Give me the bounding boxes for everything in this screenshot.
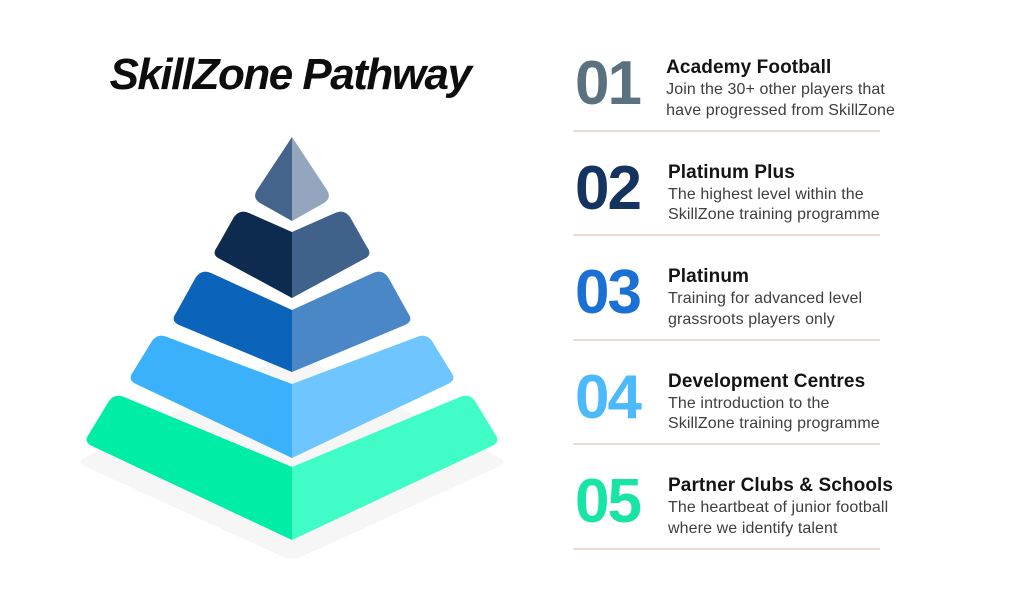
step-item-1 [573,27,895,132]
step-item-2 [573,132,895,237]
step-4-description-line-1: The introduction to the [668,394,830,412]
step-1-title: Academy Football [666,57,832,78]
step-1-description-line-2: have progressed from SkillZone [666,101,895,119]
step-4-title: Development Centres [668,370,866,392]
step-2-description-line-2: SkillZone training programme [668,206,880,224]
step-item-3 [573,236,895,341]
step-2-number: 02 [575,153,640,223]
step-4-description [668,394,895,435]
step-2-text [668,132,895,237]
step-1-description-line-1: Join the 30+ other players that [666,81,885,98]
step-2-description [668,185,895,226]
step-3-title: Platinum [668,266,750,288]
step-5-description-line-1: The heartbeat of junior football [668,499,889,517]
step-4-text [668,341,895,446]
step-3-text [668,236,895,341]
step-item-4 [573,341,895,446]
step-5-number: 05 [575,467,640,537]
pyramid-level-1-right-face [292,137,329,221]
step-2-description-line-1: The highest level within the [668,185,864,203]
step-5-description [668,498,895,539]
pyramid-level-1-left-face [255,137,292,221]
step-1-description [666,80,895,121]
step-3-number: 03 [575,258,640,328]
page-title: SkillZone Pathway [109,50,471,99]
step-2-title: Platinum Plus [668,161,795,183]
step-3-description [668,289,895,330]
step-3-description-line-1: Training for advanced level [668,290,863,308]
step-5-title: Partner Clubs & Schools [668,475,894,497]
step-1-number: 01 [575,49,640,118]
step-5-text [668,445,895,550]
step-4-description-line-2: SkillZone training programme [668,415,880,433]
step-item-5 [573,445,895,550]
step-4-number: 04 [575,362,640,432]
step-1-text [666,27,895,132]
divider [573,548,880,550]
step-3-description-line-2: grassroots players only [668,310,835,328]
pathway-steps-list [573,27,895,550]
step-5-description-line-2: where we identify talent [668,519,838,537]
